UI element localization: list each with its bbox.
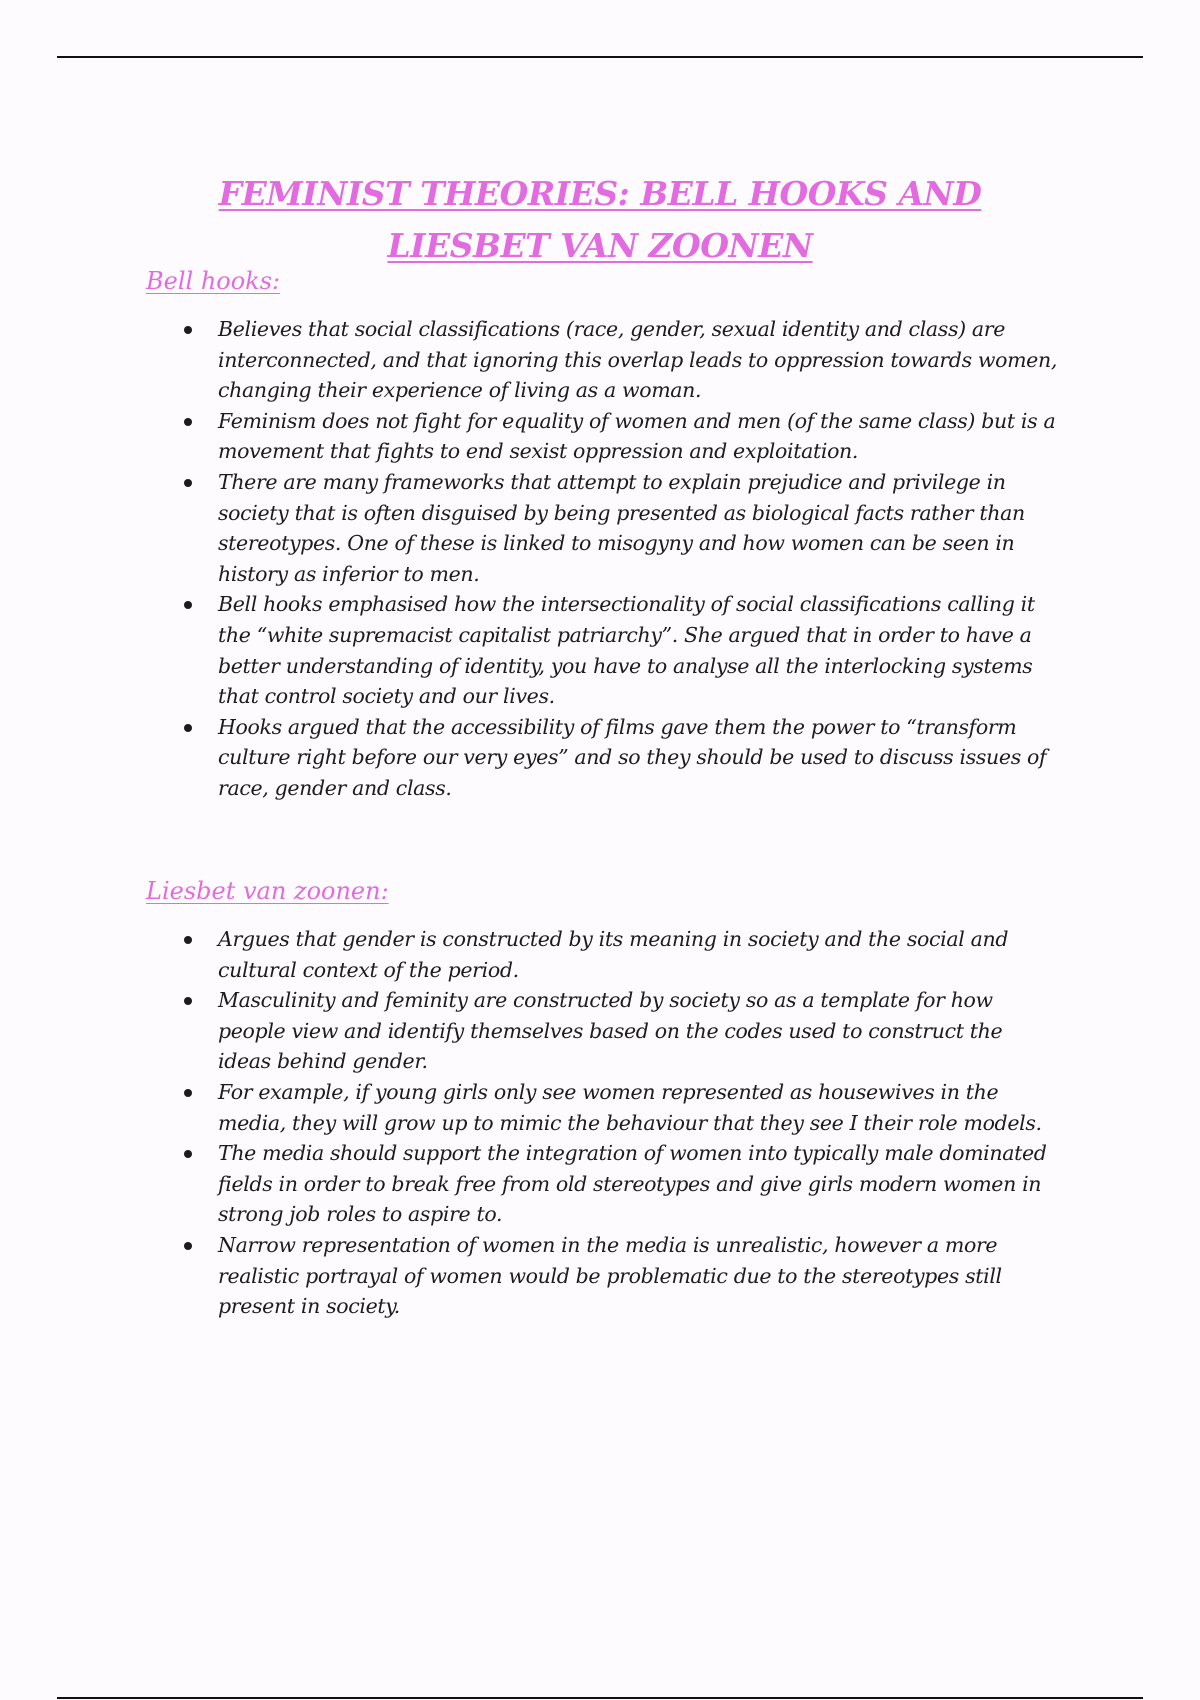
list-item <box>218 924 1058 985</box>
liesbet-van-zoonen-bullet-list <box>218 924 1058 1322</box>
list-item <box>218 406 1058 467</box>
section-heading-bell-hooks: Bell hooks: <box>146 267 281 295</box>
bullet-text: There are many frameworks that attempt to explain prejudice and privilege in society that is often disguised by being presented as biological facts rather than stereotypes. One of these is linked to misogyny and how women can be seen in history as inferior to men. <box>218 469 1025 586</box>
bullet-text: Narrow representation of women in the media is unrealistic, however a more realistic portrayal of women would be problematic due to the stereotypes still present in society. <box>218 1232 1002 1319</box>
bullet-text: Masculinity and feminity are constructed by society so as a template for how people view and identify themselves based on the codes used to construct the ideas behind gender. <box>218 988 1003 1074</box>
list-item <box>218 467 1058 589</box>
bottom-rule <box>57 1697 1143 1699</box>
bullet-icon <box>184 997 192 1005</box>
list-item <box>218 712 1058 804</box>
bullet-text: Feminism does not fight for equality of women and men (of the same class) but is a movement that fights to end sexist oppression and exploitation. <box>218 408 1056 464</box>
document-title: FEMINIST THEORIES: BELL HOOKS AND LIESBET VAN ZOONEN <box>218 174 982 266</box>
top-rule <box>57 56 1143 58</box>
bullet-icon <box>184 418 192 426</box>
list-item <box>218 1138 1058 1230</box>
bullet-icon <box>184 1242 192 1250</box>
bullet-text: For example, if young girls only see women represented as housewives in the media, they will grow up to mimic the behaviour that they see I their role models. <box>218 1079 1042 1135</box>
bullet-icon <box>184 479 192 487</box>
bell-hooks-bullet-list <box>218 314 1058 804</box>
bullet-text: Hooks argued that the accessibility of films gave them the power to “transform culture right before our very eyes” and so they should be used to discuss issues of race, gender and class. <box>218 714 1047 800</box>
bullet-icon <box>184 936 192 944</box>
list-item <box>218 985 1058 1077</box>
bullet-icon <box>184 724 192 732</box>
bullet-icon <box>184 601 192 609</box>
bullet-icon <box>184 1089 192 1097</box>
bullet-text: Bell hooks emphasised how the intersectionality of social classifications calling it the “white supremacist capitalist patriarchy”. She argued that in order to have a better understanding of identity, you have to analyse all the interlocking systems that control society and our lives. <box>218 592 1035 709</box>
bullet-text: Argues that gender is constructed by its meaning in society and the social and cultural context of the period. <box>218 927 1009 982</box>
list-item <box>218 1230 1058 1322</box>
section-heading-liesbet-van-zoonen: Liesbet van zoonen: <box>146 877 389 905</box>
bullet-text: Believes that social classifications (race, gender, sexual identity and class) are interconnected, and that ignoring this overlap leads to oppression towards women, changing their experience of living as a woman. <box>218 317 1057 403</box>
bullet-icon <box>184 1150 192 1158</box>
bullet-text: The media should support the integration of women into typically male dominated fields in order to break free from old stereotypes and give girls modern women in strong job roles to aspire to. <box>218 1141 1047 1227</box>
list-item <box>218 314 1058 406</box>
list-item <box>218 1077 1058 1138</box>
list-item <box>218 589 1058 711</box>
bullet-icon <box>184 326 192 334</box>
